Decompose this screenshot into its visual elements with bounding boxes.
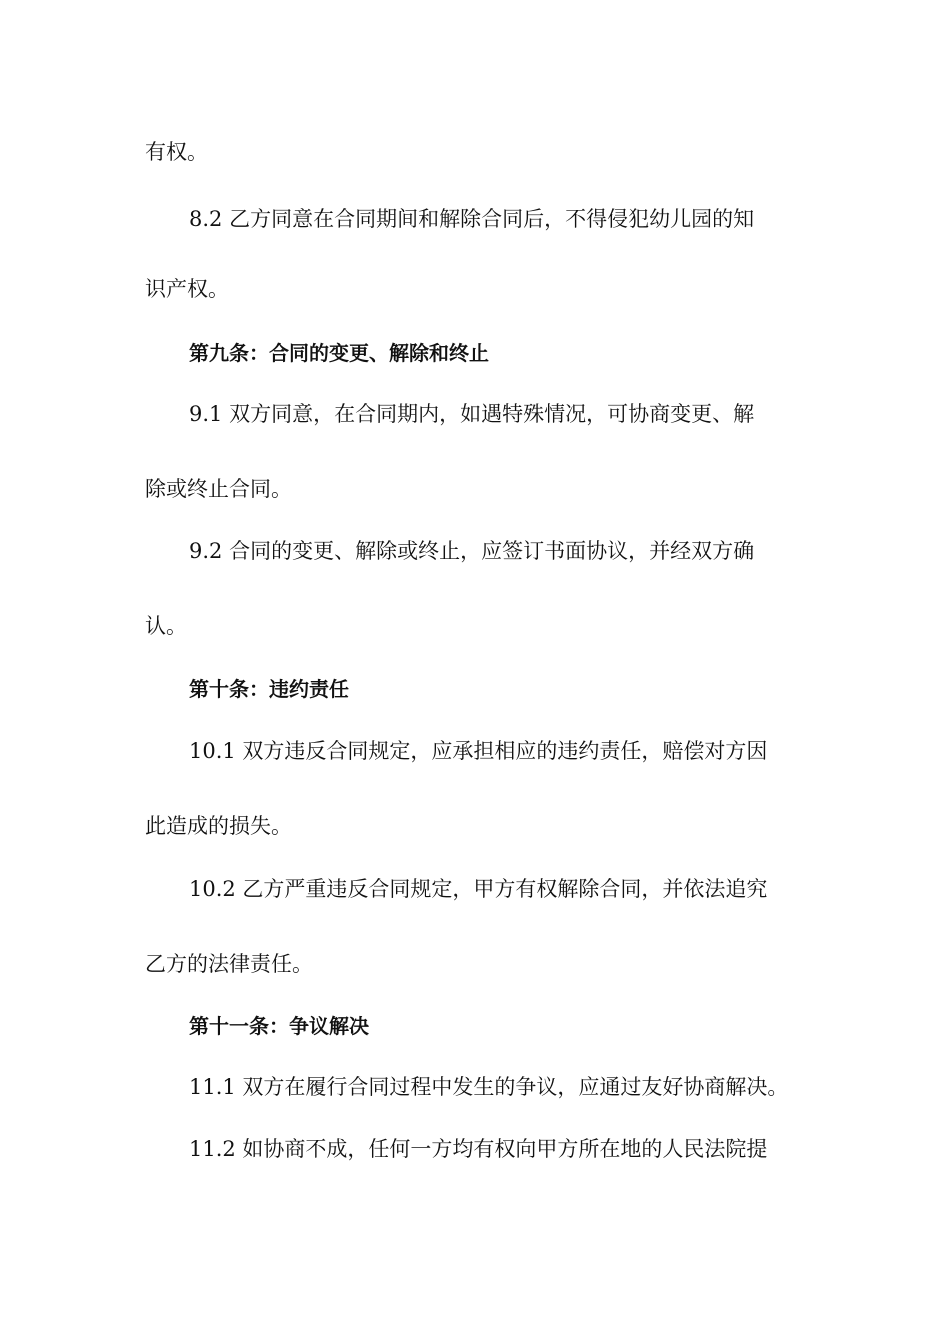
section-heading-article-10: 第十条：违约责任 xyxy=(189,677,349,701)
clause-10-1-line-2: 此造成的损失。 xyxy=(145,814,292,838)
paragraph-line: 有权。 xyxy=(145,140,208,164)
clause-10-1-line-1: 10.1 双方违反合同规定，应承担相应的违约责任，赔偿对方因 xyxy=(189,739,768,763)
section-heading-article-9: 第九条：合同的变更、解除和终止 xyxy=(189,341,489,365)
clause-10-2-line-1: 10.2 乙方严重违反合同规定，甲方有权解除合同，并依法追究 xyxy=(189,877,768,901)
clause-11-2-line-1: 11.2 如协商不成，任何一方均有权向甲方所在地的人民法院提 xyxy=(189,1137,768,1161)
clause-11-1-line-1: 11.1 双方在履行合同过程中发生的争议，应通过友好协商解决。 xyxy=(189,1075,789,1099)
clause-9-1-line-2: 除或终止合同。 xyxy=(145,477,292,501)
section-heading-article-11: 第十一条：争议解决 xyxy=(189,1014,369,1038)
clause-8-2-line-2: 识产权。 xyxy=(145,277,229,301)
clause-9-2-line-2: 认。 xyxy=(145,614,187,638)
clause-10-2-line-2: 乙方的法律责任。 xyxy=(145,952,313,976)
clause-8-2-line-1: 8.2 乙方同意在合同期间和解除合同后，不得侵犯幼儿园的知 xyxy=(189,207,755,231)
clause-9-1-line-1: 9.1 双方同意，在合同期内，如遇特殊情况，可协商变更、解 xyxy=(189,402,755,426)
clause-9-2-line-1: 9.2 合同的变更、解除或终止，应签订书面协议，并经双方确 xyxy=(189,539,755,563)
